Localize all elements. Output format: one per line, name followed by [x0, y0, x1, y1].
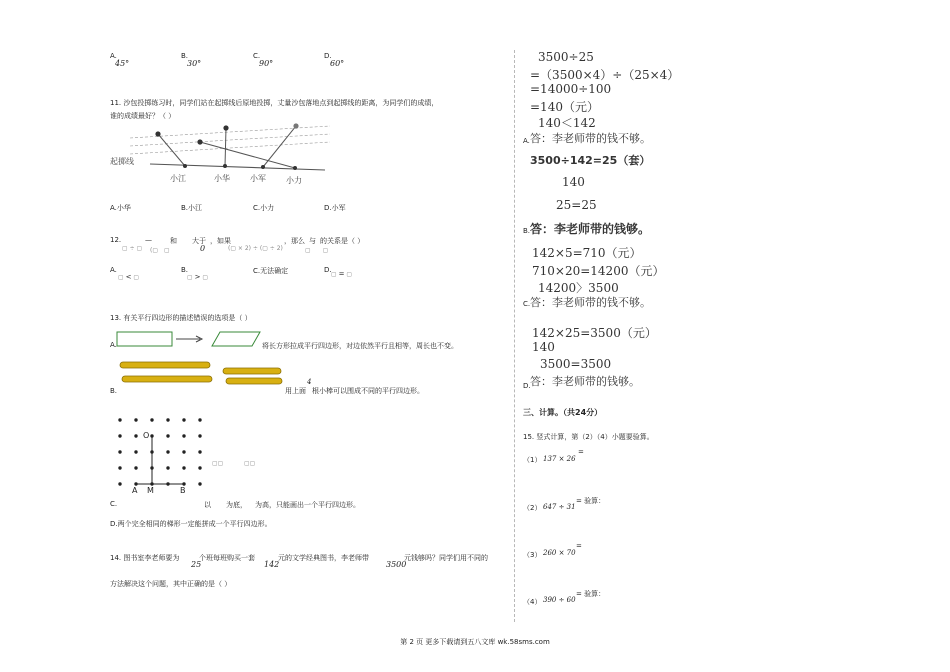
q13-option-b-text-pre: 用上面: [285, 387, 306, 395]
option-c-answer: 答：李老师带的钱不够。: [530, 296, 651, 309]
q12-dash: —: [145, 236, 152, 244]
figure-name-1: 小江: [170, 174, 186, 183]
sticks-figure: [118, 358, 283, 388]
q12-option-a-letter: A.: [110, 266, 117, 274]
work-a-line-1: 3500÷25: [538, 50, 594, 64]
calc-number: （3）: [523, 551, 542, 559]
q10-option-c-value: 90°: [259, 59, 274, 68]
figure-name-3: 小军: [250, 174, 266, 183]
calc-suffix-1: =: [578, 448, 584, 456]
calc-expression-3: 260 × 70: [543, 549, 576, 557]
q11-stem-line2: 谁的成绩最好？（ ）: [110, 112, 176, 120]
work-c-line-2: 710×20=14200（元）: [532, 264, 665, 278]
q12-expr-3: (▢ × 2) ÷ (▢ ÷ 2): [228, 245, 283, 252]
q14-number-money: 3500: [386, 560, 407, 569]
work-d-line-1: 142×25=3500（元）: [532, 326, 657, 340]
work-b-line-1: 3500÷142=25（套）: [530, 154, 651, 167]
q11-stem-line1: 11. 沙包投掷练习时，同学们站在起掷线后原地投掷，丈量沙包落地点到起掷线的距离，为同学们的成绩，: [110, 99, 439, 107]
q14-text-1: 14. 图书室李老师要为: [110, 554, 180, 562]
calc-expression-2: 647 ÷ 31: [543, 503, 576, 511]
work-d-line-2: 140: [532, 340, 555, 354]
q10-option-a-value: 45°: [115, 59, 130, 68]
work-b-line-2: 140: [562, 175, 585, 189]
calc-item-1: [523, 447, 541, 466]
figure-name-4: 小力: [286, 176, 302, 185]
option-d-answer: 答：李老师带的钱够。: [530, 375, 640, 388]
calc-suffix-2: = 验算：: [576, 497, 606, 505]
calc-expression-4: 390 ÷ 60: [543, 596, 576, 604]
work-d-line-3: 3500=3500: [540, 357, 612, 371]
q13-option-c-letter: C.: [110, 500, 118, 508]
q12-expr-1: ▢ ÷ ▢: [122, 245, 143, 252]
q12-option-b-letter: B.: [181, 266, 189, 274]
q12-zero: 0: [200, 244, 206, 253]
q12-option-a-expr: ▢ < ▢: [118, 273, 140, 281]
q12-expr-4: ▢ ▢: [305, 247, 329, 254]
option-a-letter: A.: [523, 137, 530, 145]
work-c-line-1: 142×5=710（元）: [532, 246, 642, 260]
q14-number-price: 142: [264, 560, 280, 569]
q13-stem: 13. 有关平行四边形的描述错误的选项是（ ）: [110, 314, 252, 322]
q11-option-d: D.小军: [324, 204, 346, 212]
q14-text-4: 元钱够吗？同学们用不同的: [404, 554, 488, 562]
q10-option-c-letter: C.: [253, 52, 261, 60]
section-heading-calculation: 三、计算。（共24分）: [523, 408, 603, 417]
work-a-line-2: =（3500×4）÷（25×4）: [530, 68, 680, 82]
grid-label-a: A: [132, 486, 138, 495]
work-a-line-5: 140＜142: [538, 116, 596, 130]
calc-number: （1）: [523, 456, 542, 464]
q13-option-c-text-3: 为高，只能画出一个平行四边形。: [255, 501, 360, 509]
q10-option-d-letter: D.: [324, 52, 332, 60]
q12-text-and: 和: [170, 237, 177, 245]
calc-expression-1: 137 × 26: [543, 455, 576, 463]
q13-option-b-text-post: 根小棒可以围成不同的平行四边形。: [312, 387, 424, 395]
figure-start-line-label: 起掷线: [110, 157, 134, 166]
option-d-letter: D.: [523, 382, 531, 390]
q13-segment-2: ▢▢: [244, 460, 256, 467]
q13-segment-1: ▢▢: [212, 460, 224, 467]
q12-expr-2: (▢ ▢: [150, 247, 170, 254]
q10-option-b-letter: B.: [181, 52, 189, 60]
q12-text-with: 与: [309, 237, 316, 245]
q12-text-greater: 大于: [192, 237, 206, 245]
q13-option-d: D.两个完全相同的梯形一定能拼成一个平行四边形。: [110, 520, 272, 528]
q11-figure: [110, 120, 335, 188]
option-c-letter: C.: [523, 300, 531, 308]
grid-label-b: B: [180, 486, 186, 495]
calc-suffix-4: = 验算：: [576, 590, 606, 598]
q14-stem-line2: 方法解决这个问题，其中正确的是（ ）: [110, 580, 232, 588]
work-a-line-4: =140（元）: [530, 100, 599, 114]
calc-item-2: [523, 495, 541, 514]
q10-option-d-value: 60°: [330, 59, 345, 68]
work-b-line-3: 25=25: [556, 198, 597, 212]
calc-number: （2）: [523, 504, 542, 512]
q14-number-classes: 25: [191, 560, 202, 569]
figure-name-2: 小华: [214, 174, 230, 183]
calc-item-4: [523, 589, 541, 608]
q12-text-relation: 的关系是（ ）: [320, 237, 365, 245]
q13-option-a-letter: A.: [110, 341, 117, 349]
rect-to-parallelogram-figure: [116, 330, 261, 348]
q13-option-b-letter: B.: [110, 387, 118, 395]
grid-label-m: M: [147, 486, 154, 495]
q11-option-c: C.小力: [253, 204, 275, 212]
q12-text-then: ，那么: [284, 237, 305, 245]
page-footer: 第 2 页 更多下载请到五八文库 wk.58sms.com: [400, 638, 550, 646]
calc-suffix-3: =: [576, 542, 582, 550]
column-divider: [514, 50, 515, 622]
calc-item-3: [523, 542, 541, 561]
q12-text-if: ，如果: [210, 237, 231, 245]
q14-text-2: 个班每班购买一套: [199, 554, 255, 562]
q10-option-b-value: 30°: [187, 59, 202, 68]
q12-number: 12.: [110, 236, 122, 244]
q11-option-b: B.小江: [181, 204, 203, 212]
q13-option-a-text: 将长方形拉成平行四边形，对边依然平行且相等，周长也不变。: [262, 342, 458, 350]
q10-option-a-letter: A.: [110, 52, 117, 60]
work-c-line-3: 14200〉3500: [538, 281, 619, 295]
option-b-letter: B.: [523, 227, 531, 235]
q12-option-b-expr: ▢ > ▢: [187, 273, 209, 281]
q14-text-3: 元的文学经典图书，李老师带: [278, 554, 369, 562]
dot-grid-figure: [112, 412, 212, 498]
option-b-answer: 答：李老师带的钱够。: [530, 222, 651, 236]
option-a-answer: 答：李老师带的钱不够。: [530, 132, 651, 145]
q12-option-d-letter: D.: [324, 266, 332, 274]
work-a-line-3: =14000÷100: [530, 82, 612, 96]
q13-option-c-text-2: 为底，: [226, 501, 247, 509]
q13-option-c-text-1: 以: [204, 501, 211, 509]
q12-option-d-expr: ▢ = ▢: [331, 270, 353, 278]
q12-option-c: C.无法确定: [253, 267, 289, 275]
calc-number: （4）: [523, 598, 542, 606]
grid-label-o: O: [143, 431, 150, 440]
q15-stem: 15. 竖式计算，第（2）（4）小题要验算。: [523, 433, 654, 441]
q13-option-b-number: 4: [307, 378, 312, 386]
q11-option-a: A.小华: [110, 204, 131, 212]
